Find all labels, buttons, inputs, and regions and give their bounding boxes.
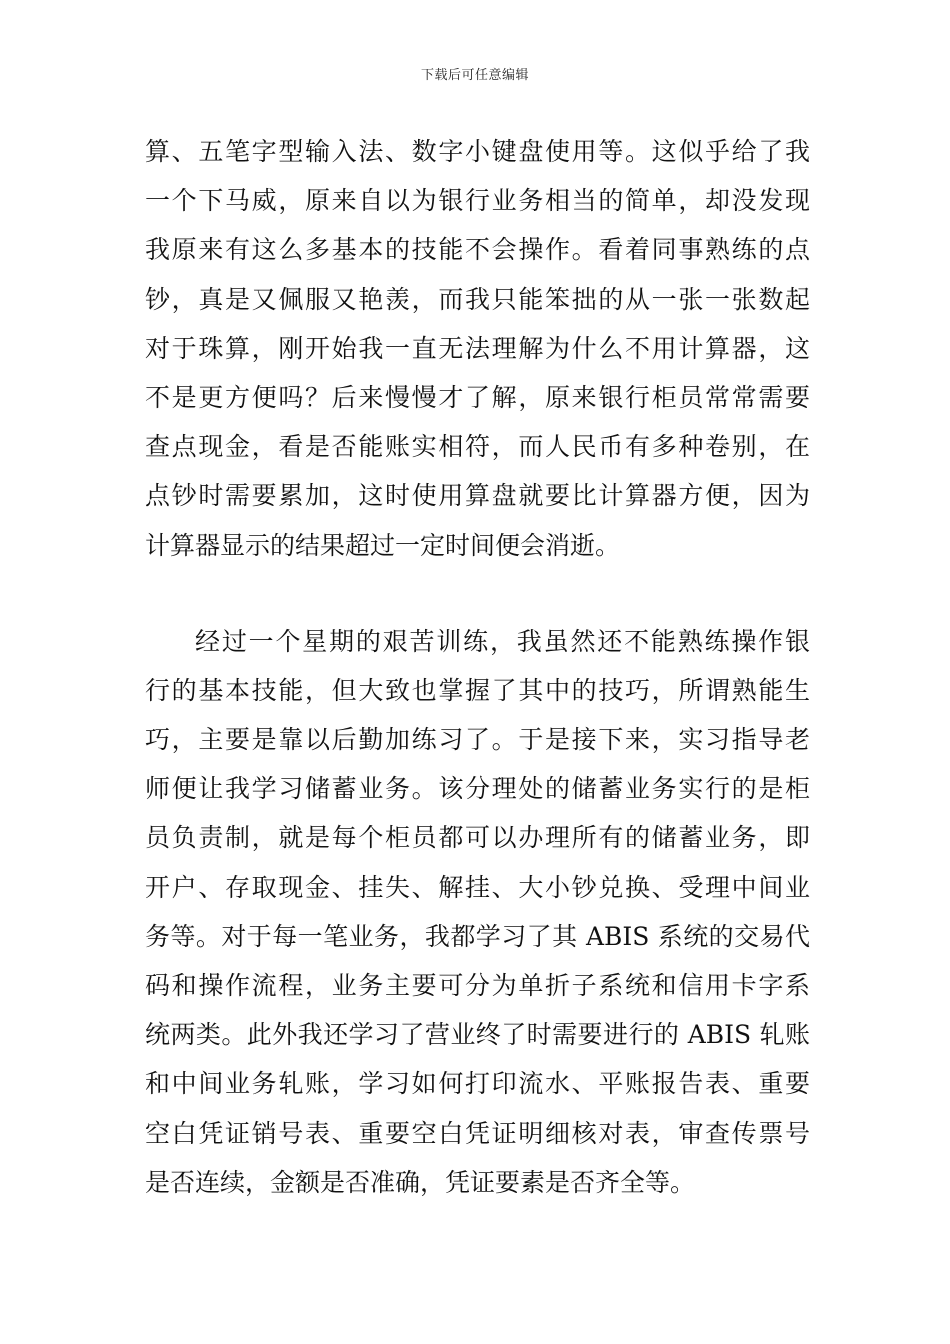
paragraph-line: 计算器显示的结果超过一定时间便会消逝。 (145, 530, 621, 560)
paragraph-line: 钞，真是又佩服又艳羡，而我只能笨拙的从一张一张数起 (145, 284, 810, 314)
paragraph-line: 经过一个星期的艰苦训练，我虽然还不能熟练操作银 (195, 626, 810, 656)
paragraph-line: 师便让我学习储蓄业务。该分理处的储蓄业务实行的是柜 (145, 774, 810, 804)
paragraph-2 (145, 617, 810, 1207)
paragraph-line: 和中间业务轧账，学习如何打印流水、平账报告表、重要 (145, 1069, 810, 1099)
paragraph-line: 空白凭证销号表、重要空白凭证明细核对表，审查传票号 (145, 1118, 810, 1148)
paragraph-line: 算、五笔字型输入法、数字小键盘使用等。这似乎给了我 (145, 137, 810, 166)
paragraph-1 (145, 127, 810, 570)
paragraph-line: 对于珠算，刚开始我一直无法理解为什么不用计算器，这 (145, 333, 810, 363)
paragraph-line: 行的基本技能，但大致也掌握了其中的技巧，所谓熟能生 (145, 675, 810, 705)
paragraph-line: 点钞时需要累加，这时使用算盘就要比计算器方便，因为 (145, 481, 810, 511)
paragraph-line: 开户、存取现金、挂失、解挂、大小钞兑换、受理中间业 (145, 872, 810, 902)
paragraph-line: 务等。对于每一笔业务，我都学习了其 ABIS 系统的交易代 (145, 921, 810, 951)
paragraph-line: 员负责制，就是每个柜员都可以办理所有的储蓄业务，即 (145, 823, 810, 853)
paragraph-line: 我原来有这么多基本的技能不会操作。看着同事熟练的点 (145, 235, 810, 265)
paragraph-line: 统两类。此外我还学习了营业终了时需要进行的 ABIS 轧账 (145, 1020, 810, 1050)
paragraph-line: 一个下马威，原来自以为银行业务相当的简单，却没发现 (145, 186, 810, 216)
paragraph-line: 码和操作流程，业务主要可分为单折子系统和信用卡字系 (145, 971, 810, 1000)
paragraph-line: 是否连续，金额是否准确，凭证要素是否齐全等。 (145, 1167, 696, 1197)
paragraph-line: 不是更方便吗？后来慢慢才了解，原来银行柜员常常需要 (145, 382, 810, 412)
paragraph-line: 巧，主要是靠以后勤加练习了。于是接下来，实习指导老 (145, 725, 810, 755)
page-header: 下载后可任意编辑 (420, 68, 529, 83)
paragraph-line: 查点现金，看是否能账实相符，而人民币有多种卷别，在 (145, 432, 810, 462)
document-body (145, 127, 810, 1207)
paragraph-spacer (145, 570, 810, 617)
